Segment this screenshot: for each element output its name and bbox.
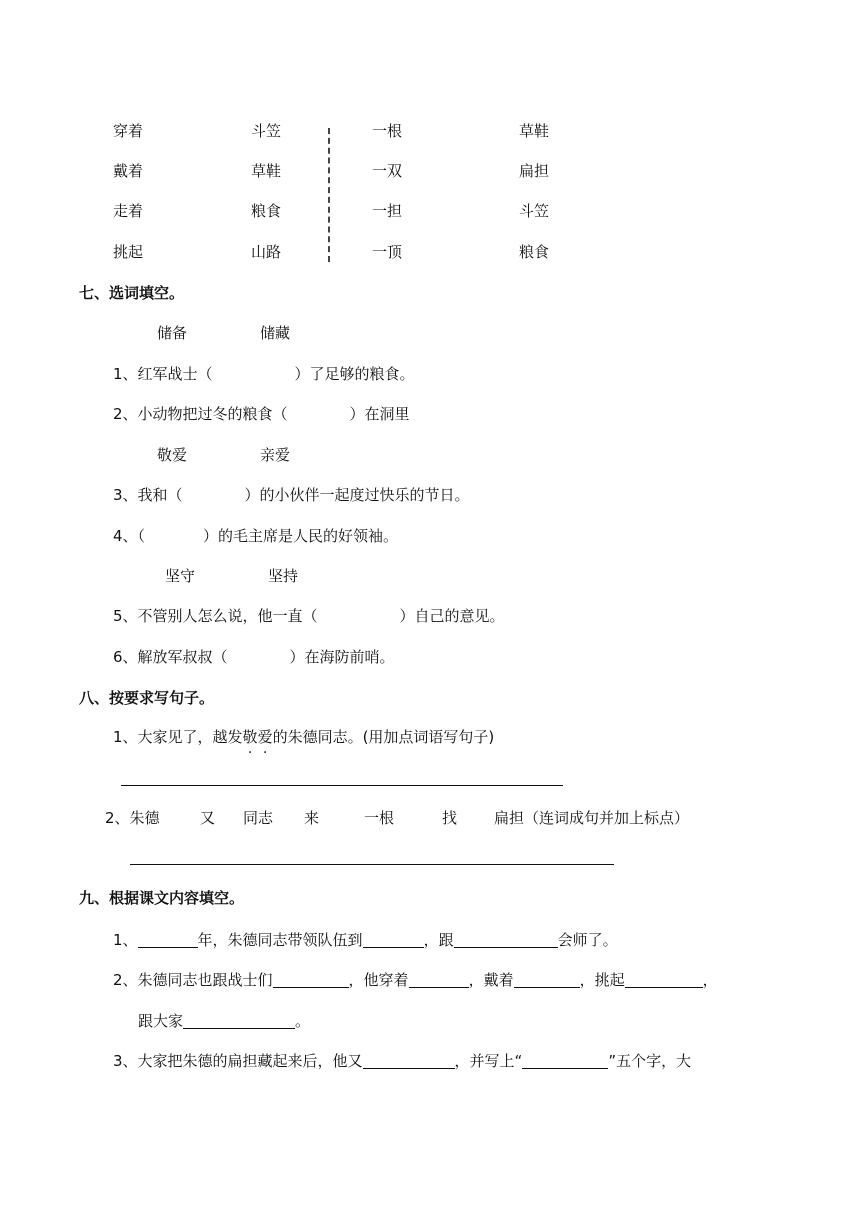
- word-choice-3b: 坚持: [268, 567, 299, 585]
- match-left-1: 穿着: [113, 122, 144, 140]
- section-8-heading: 八、按要求写句子。: [79, 689, 215, 707]
- question-text: ）在洞里: [349, 405, 410, 423]
- blank[interactable]: [363, 931, 424, 948]
- question-7-1: [113, 364, 415, 384]
- question-text: ）自己的意见。: [399, 607, 505, 625]
- word-tile: 2、朱德: [105, 809, 160, 827]
- section-9-heading: 九、根据课文内容填空。: [79, 889, 245, 907]
- answer-line-8-1[interactable]: [121, 785, 563, 786]
- question-text: ，: [702, 971, 718, 989]
- section-7-heading: 七、选词填空。: [79, 284, 185, 302]
- question-text: ）了足够的粮食。: [294, 365, 415, 383]
- blank[interactable]: [522, 1052, 608, 1069]
- question-text: 年，朱德同志带领队伍到: [197, 931, 363, 949]
- match-right-4: 山路: [251, 243, 282, 261]
- blank[interactable]: [514, 971, 580, 988]
- noun-2: 扁担: [519, 162, 550, 180]
- noun-4: 粮食: [519, 243, 550, 261]
- question-7-6: [113, 647, 395, 667]
- match-right-3: 粮食: [251, 202, 282, 220]
- measure-word-4: 一顶: [372, 243, 403, 261]
- match-left-4: 挑起: [113, 243, 144, 261]
- match-right-2: 草鞋: [251, 162, 282, 180]
- question-text: ，戴着: [468, 971, 514, 989]
- question-text: ，跟: [423, 931, 454, 949]
- measure-word-2: 一双: [372, 162, 403, 180]
- question-text: ，挑起: [579, 971, 625, 989]
- question-9-3: [113, 1051, 691, 1071]
- question-7-5: [113, 606, 505, 626]
- match-left-2: 戴着: [113, 162, 144, 180]
- question-7-2: [113, 404, 410, 424]
- noun-1: 草鞋: [519, 122, 550, 140]
- question-text: ）在海防前哨。: [289, 648, 395, 666]
- word-tile: 来: [304, 809, 320, 827]
- question-text: ”五个字，大: [608, 1052, 692, 1070]
- blank[interactable]: [409, 971, 469, 988]
- question-text: 2、小动物把过冬的粮食（: [113, 405, 288, 423]
- question-9-2: [113, 970, 718, 990]
- word-tile: 又: [200, 809, 216, 827]
- question-7-4: [113, 526, 398, 546]
- question-text: 跟大家: [138, 1012, 184, 1030]
- word-tile: 一根: [364, 809, 395, 827]
- blank[interactable]: [363, 1052, 455, 1069]
- word-choice-2b: 亲爱: [260, 446, 291, 464]
- question-7-3: [113, 485, 470, 505]
- match-right-1: 斗笠: [251, 122, 282, 140]
- question-text: 4、（: [113, 527, 146, 545]
- question-text: ）的毛主席是人民的好领袖。: [203, 527, 399, 545]
- measure-word-3: 一担: [372, 202, 403, 220]
- question-text: 5、不管别人怎么说，他一直（: [113, 607, 318, 625]
- emphasis-dot-char: 敬: [242, 728, 258, 746]
- question-text: 1、: [113, 931, 138, 949]
- question-text: 会师了。: [557, 931, 618, 949]
- match-left-3: 走着: [113, 202, 144, 220]
- measure-word-1: 一根: [372, 122, 403, 140]
- noun-3: 斗笠: [519, 202, 550, 220]
- blank[interactable]: [183, 1012, 295, 1029]
- question-text: 1、红军战士（: [113, 365, 213, 383]
- blank[interactable]: [454, 931, 558, 948]
- question-9-1: [113, 930, 618, 950]
- question-8-1: [113, 727, 494, 747]
- word-tile: 扁担（连词成句并加上标点）: [494, 809, 690, 827]
- word-choice-1a: 储备: [157, 324, 188, 342]
- question-text: 。: [295, 1012, 311, 1030]
- question-text: ，并写上“: [454, 1052, 523, 1070]
- question-text: ，他穿着: [348, 971, 409, 989]
- blank[interactable]: [625, 971, 703, 988]
- question-9-2-cont: [138, 1011, 310, 1031]
- emphasis-dot-char: 爱: [257, 728, 273, 746]
- word-tile: 同志: [243, 809, 274, 827]
- question-text: 的朱德同志。(用加点词语写句子): [272, 728, 495, 746]
- question-text: 3、大家把朱德的扁担藏起来后，他又: [113, 1052, 363, 1070]
- word-choice-1b: 储藏: [260, 324, 291, 342]
- question-text: ）的小伙伴一起度过快乐的节日。: [244, 486, 470, 504]
- question-text: 3、我和（: [113, 486, 183, 504]
- word-choice-3a: 坚守: [165, 567, 196, 585]
- word-tile: 找: [442, 809, 458, 827]
- blank[interactable]: [138, 931, 198, 948]
- word-choice-2a: 敬爱: [157, 446, 188, 464]
- dashed-divider: [328, 128, 330, 262]
- question-text: 2、朱德同志也跟战士们: [113, 971, 273, 989]
- question-text: 6、解放军叔叔（: [113, 648, 228, 666]
- blank[interactable]: [273, 971, 349, 988]
- answer-line-8-2[interactable]: [130, 864, 614, 865]
- question-text: 1、大家见了，越发: [113, 728, 243, 746]
